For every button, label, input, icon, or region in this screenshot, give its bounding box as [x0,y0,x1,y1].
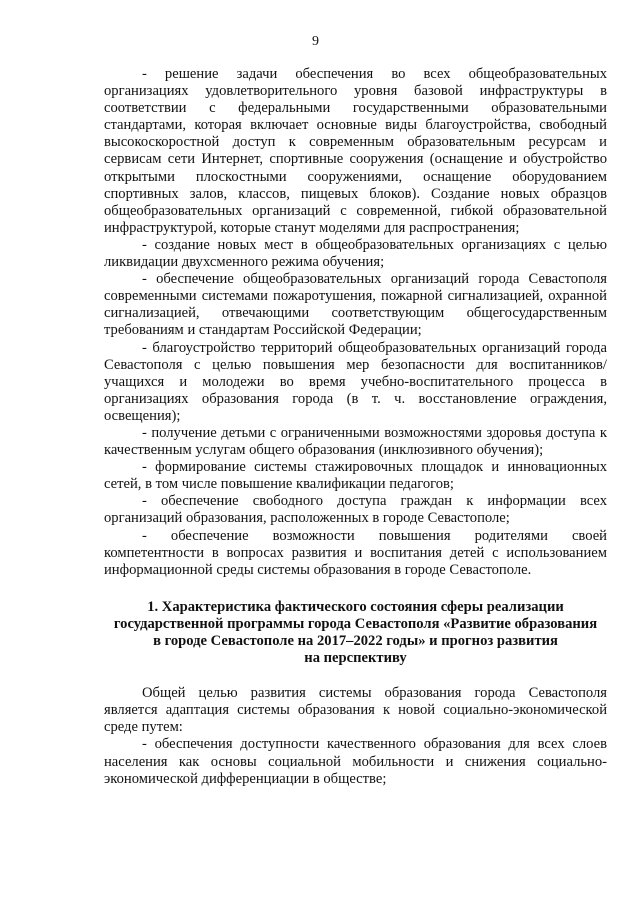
page-content [104,66,607,788]
list-item: - обеспечения доступности качественного образования для всех слоев населения как основы социальной мобильности и снижения социально-экономической дифференциации в обществе; [104,736,607,787]
list-item: - обеспечение свободного доступа граждан к информации всех организаций образования, расположенных в городе Севастополе; [104,493,607,527]
list-item: - создание новых мест в общеобразовательных организациях с целью ликвидации двухсменного режима обучения; [104,236,607,271]
list-item: - формирование системы стажировочных площадок и инновационных сетей, в том числе повышение квалификации педагогов; [104,459,607,493]
list-item: - получение детьми с ограниченными возможностями здоровья доступа к качественным услугам общего образования (инклюзивного обучения); [104,424,607,459]
section-heading-line: в городе Севастополе на 2017–2022 годы» и прогноз развития [153,633,558,649]
list-item: - обеспечение общеобразовательных организаций города Севастополя современными системами пожаротушения, пожарной сигнализацией, охранной сигнализацией, отвечающими соответствующим общегосударственным требованиям и стандартам Российской Федерации; [104,271,607,339]
list-item: - решение задачи обеспечения во всех общеобразовательных организациях удовлетворительного уровня базовой инфраструктуры в соответствии с федеральными государственными образовательными стандартами, которая включает основные виды благоустройства, свободный высокоскоростной доступ к современным образовательным ресурсам и сервисам сети Интернет, спортивные сооружения (оснащение и обустройство открытыми плоскостными сооружениями, оснащение оборудованием спортивных залов, классов, пищевых блоков). Создание новых образцов общеобразовательных организаций с современной, гибкой образовательной инфраструктурой, которые станут моделями для распространения; [104,66,607,236]
section-heading-line: государственной программы города Севастополя «Развитие образования [113,615,598,632]
page-number: 9 [312,34,319,49]
section-intro-paragraph: Общей целью развития системы образования города Севастополя является адаптация системы образования к новой социально-экономической среде путем: [104,685,607,736]
section-heading [104,599,607,667]
list-item: - обеспечение возможности повышения родителями своей компетентности в вопросах развития и воспитания детей с использованием информационной среды системы образования в городе Севастополе. [104,527,607,578]
section-heading-line: на перспективу [304,650,407,667]
section-heading-line: 1. Характеристика фактического состояния сферы реализации [147,598,564,615]
list-item: - благоустройство территорий общеобразовательных организаций города Севастополя с целью повышения мер безопасности для воспитанников/учащихся и молодежи во время учебно-воспитательного процесса в организациях образования города (в т. ч. восстановление ограждения, освещения); [104,339,607,424]
